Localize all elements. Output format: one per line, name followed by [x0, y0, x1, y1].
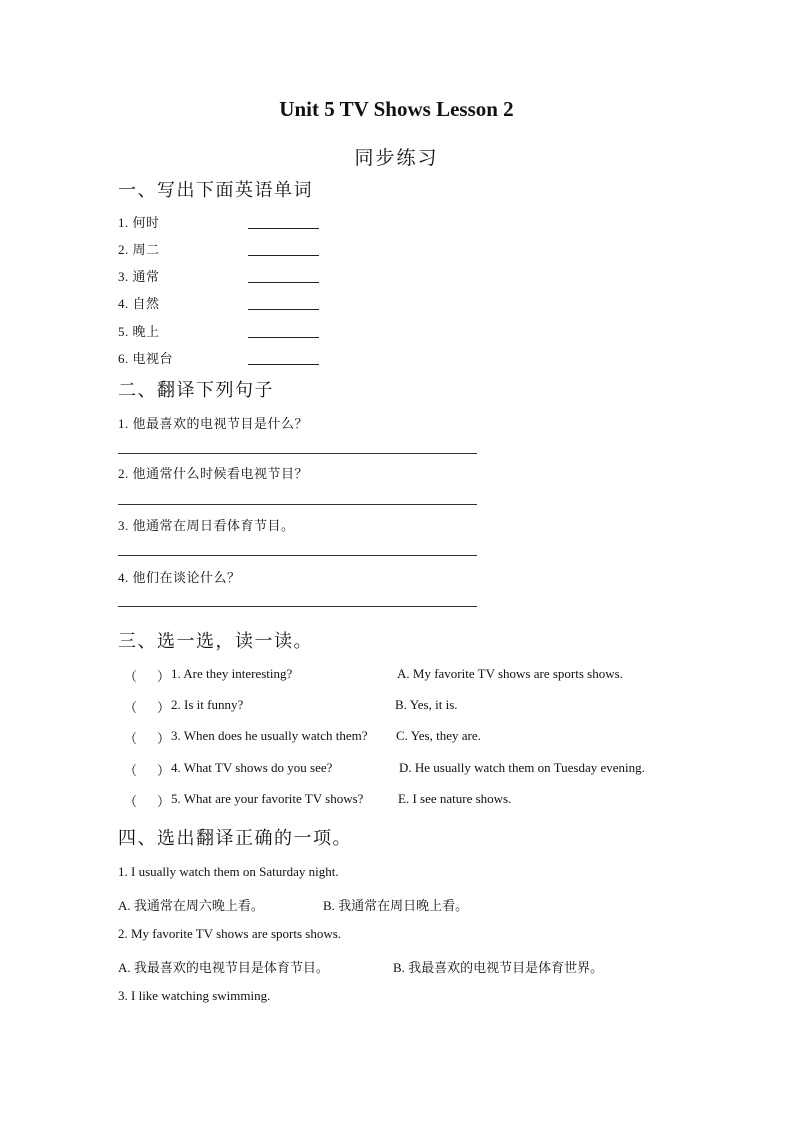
- answer-line[interactable]: [118, 555, 477, 556]
- translate-item: 4. 他们在谈论什么？: [118, 570, 241, 585]
- section-heading-4: 四、选出翻译正确的一项。: [118, 828, 352, 848]
- page-subtitle: 同步练习: [354, 148, 439, 169]
- choice-option-b[interactable]: B. 我最喜欢的电视节目是体育世界。: [393, 960, 604, 975]
- paren-close: ）: [157, 794, 171, 809]
- match-answer: C. Yes, they are.: [396, 728, 481, 743]
- choice-option-a[interactable]: A. 我通常在周六晚上看。: [118, 898, 264, 913]
- match-question: 1. Are they interesting?: [171, 666, 293, 681]
- choice-question: 1. I usually watch them on Saturday night.: [118, 864, 339, 879]
- match-question: 5. What are your favorite TV shows?: [171, 791, 364, 806]
- page-title: Unit 5 TV Shows Lesson 2: [279, 97, 514, 121]
- vocab-item: 2. 周二: [118, 242, 160, 257]
- answer-line[interactable]: [118, 504, 477, 505]
- vocab-item: 3. 通常: [118, 269, 160, 284]
- answer-line[interactable]: [118, 606, 477, 607]
- match-answer: D. He usually watch them on Tuesday evening.: [399, 760, 645, 775]
- paren-close: ）: [157, 763, 171, 778]
- answer-blank[interactable]: [248, 255, 319, 256]
- paren-open: （: [124, 763, 138, 778]
- paren-open: （: [124, 794, 138, 809]
- section-heading-3: 三、选一选，读一读。: [118, 631, 313, 651]
- choice-option-a[interactable]: A. 我最喜欢的电视节目是体育节目。: [118, 960, 329, 975]
- section-heading-2: 二、翻译下列句子: [118, 380, 274, 400]
- choice-question: 2. My favorite TV shows are sports shows.: [118, 926, 342, 941]
- answer-blank[interactable]: [248, 309, 319, 310]
- vocab-item: 1. 何时: [118, 215, 160, 230]
- vocab-item: 4. 自然: [118, 296, 160, 311]
- paren-open: （: [124, 669, 138, 684]
- match-answer: A. My favorite TV shows are sports shows.: [397, 666, 623, 681]
- answer-line[interactable]: [118, 453, 477, 454]
- choice-option-b[interactable]: B. 我通常在周日晚上看。: [323, 898, 469, 913]
- paren-open: （: [124, 700, 138, 715]
- match-question: 2. Is it funny?: [171, 697, 244, 712]
- vocab-item: 5. 晚上: [118, 324, 160, 339]
- answer-blank[interactable]: [248, 228, 319, 229]
- answer-blank[interactable]: [248, 364, 319, 365]
- translate-item: 3. 他通常在周日看体育节目。: [118, 518, 295, 533]
- match-answer: B. Yes, it is.: [395, 697, 458, 712]
- vocab-item: 6. 电视台: [118, 351, 174, 366]
- answer-blank[interactable]: [248, 337, 319, 338]
- paren-open: （: [124, 731, 138, 746]
- paren-close: ）: [157, 669, 171, 684]
- paren-close: ）: [157, 731, 171, 746]
- answer-blank[interactable]: [248, 282, 319, 283]
- choice-question: 3. I like watching swimming.: [118, 988, 271, 1003]
- match-answer: E. I see nature shows.: [398, 791, 512, 806]
- paren-close: ）: [157, 700, 171, 715]
- match-question: 4. What TV shows do you see?: [171, 760, 333, 775]
- translate-item: 1. 他最喜欢的电视节目是什么？: [118, 416, 309, 431]
- translate-item: 2. 他通常什么时候看电视节目？: [118, 466, 309, 481]
- match-question: 3. When does he usually watch them?: [171, 728, 368, 743]
- section-heading-1: 一、写出下面英语单词: [118, 180, 313, 200]
